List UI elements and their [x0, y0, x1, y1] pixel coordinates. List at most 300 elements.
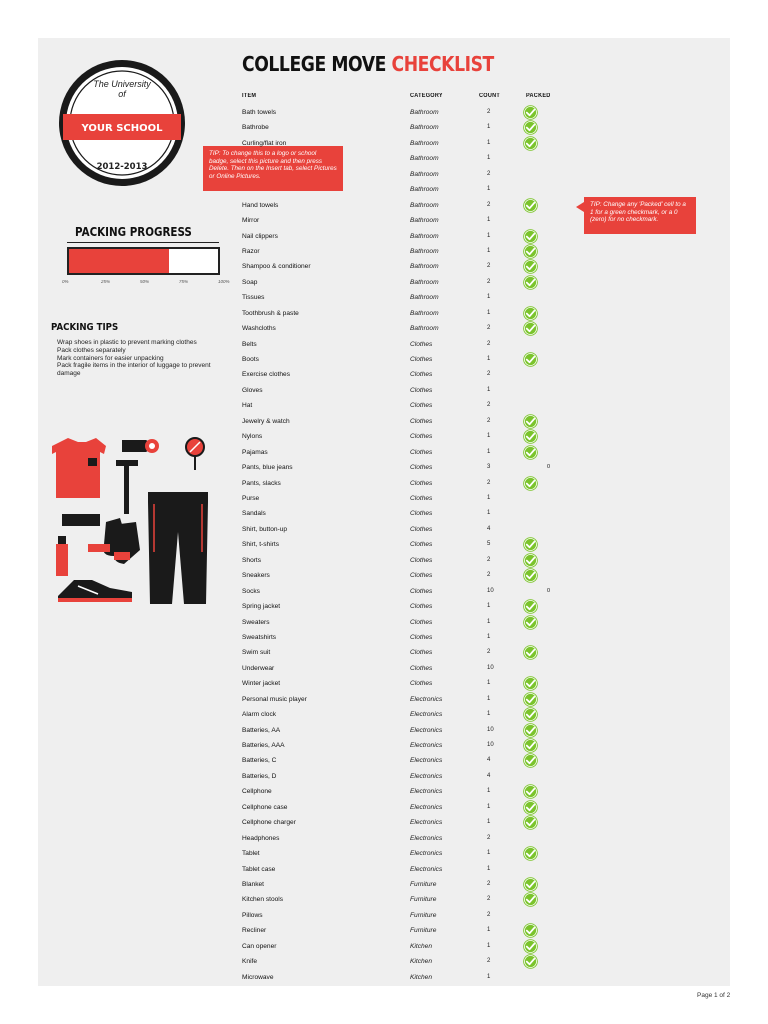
category-cell[interactable]: Electronics: [410, 834, 443, 842]
sneaker-icon: [58, 580, 132, 602]
count-cell[interactable]: 1: [487, 448, 491, 455]
table-row[interactable]: [242, 784, 662, 799]
column-header-category: CATEGORY: [410, 93, 443, 99]
checkmark-icon[interactable]: [522, 599, 539, 616]
count-cell[interactable]: 1: [487, 942, 491, 949]
category-cell[interactable]: Electronics: [410, 819, 443, 827]
checkmark-icon[interactable]: [522, 723, 539, 740]
item-cell[interactable]: Shampoo & conditioner: [242, 263, 311, 271]
count-cell[interactable]: 2: [487, 402, 491, 409]
table-row[interactable]: [242, 259, 662, 274]
table-row[interactable]: [242, 445, 662, 460]
category-cell[interactable]: Clothes: [410, 479, 433, 487]
item-cell[interactable]: Blanket: [242, 881, 264, 888]
count-cell[interactable]: 2: [487, 649, 491, 656]
item-cell[interactable]: Tissues: [242, 294, 265, 302]
table-row[interactable]: [242, 970, 662, 985]
category-cell[interactable]: Clothes: [410, 572, 433, 580]
category-cell[interactable]: Bathroom: [410, 232, 439, 240]
checkmark-icon[interactable]: [522, 923, 539, 940]
table-row[interactable]: [242, 244, 662, 259]
item-cell[interactable]: Razor: [242, 247, 260, 255]
category-cell[interactable]: Kitchen: [410, 958, 432, 966]
count-cell[interactable]: 1: [487, 803, 491, 810]
count-cell[interactable]: 2: [487, 881, 491, 887]
item-cell[interactable]: Underwear: [242, 664, 275, 672]
table-row[interactable]: [242, 676, 662, 691]
count-cell[interactable]: 1: [487, 680, 491, 687]
category-cell[interactable]: Clothes: [410, 417, 433, 425]
category-cell[interactable]: Clothes: [410, 603, 433, 611]
category-cell[interactable]: Electronics: [410, 865, 443, 873]
count-cell[interactable]: 2: [487, 325, 491, 332]
item-cell[interactable]: Mirror: [242, 217, 260, 225]
item-cell[interactable]: Shirt, t-shirts: [242, 541, 280, 549]
packed-zero-cell[interactable]: 0: [547, 587, 551, 594]
checkmark-icon[interactable]: [522, 800, 539, 817]
item-cell[interactable]: Swim suit: [242, 649, 271, 657]
table-row[interactable]: [242, 630, 662, 645]
item-cell[interactable]: Toothbrush & paste: [242, 309, 299, 317]
category-cell[interactable]: Clothes: [410, 356, 433, 364]
item-cell[interactable]: Pajamas: [242, 448, 268, 456]
checkmark-icon[interactable]: [522, 306, 539, 323]
count-cell[interactable]: 1: [487, 819, 491, 826]
count-cell[interactable]: 2: [487, 109, 491, 115]
count-cell[interactable]: 5: [487, 541, 491, 548]
count-cell[interactable]: 2: [487, 417, 491, 424]
count-cell[interactable]: 1: [487, 711, 491, 718]
category-cell[interactable]: Clothes: [410, 448, 433, 456]
table-row[interactable]: [242, 661, 662, 676]
table-row[interactable]: [242, 229, 662, 244]
table-row[interactable]: [242, 877, 662, 892]
item-cell[interactable]: Pillows: [242, 911, 263, 919]
checkmark-icon[interactable]: [522, 645, 539, 662]
count-cell[interactable]: 1: [487, 973, 491, 980]
column-header-packed: PACKED: [526, 93, 551, 99]
table-row[interactable]: [242, 599, 662, 614]
table-row[interactable]: [242, 151, 662, 166]
item-cell[interactable]: Shirt, button-up: [242, 525, 288, 533]
table-row[interactable]: [242, 645, 662, 660]
item-cell[interactable]: Tablet case: [242, 865, 276, 873]
count-cell[interactable]: 2: [487, 911, 491, 918]
table-row[interactable]: [242, 584, 662, 599]
count-cell[interactable]: 2: [487, 556, 491, 563]
count-cell[interactable]: 2: [487, 263, 491, 270]
checkmark-icon[interactable]: [522, 553, 539, 570]
item-cell[interactable]: Cellphone charger: [242, 819, 296, 827]
item-cell[interactable]: Spring jacket: [242, 603, 281, 611]
table-row[interactable]: [242, 352, 662, 367]
checkmark-icon[interactable]: [522, 615, 539, 632]
item-cell[interactable]: Personal music player: [242, 695, 307, 703]
count-cell[interactable]: 1: [487, 186, 491, 193]
category-cell[interactable]: Clothes: [410, 587, 433, 595]
checkmark-icon[interactable]: [522, 476, 539, 493]
count-cell[interactable]: 1: [487, 695, 491, 702]
count-cell[interactable]: 1: [487, 356, 491, 363]
table-row[interactable]: [242, 105, 662, 120]
category-cell[interactable]: Clothes: [410, 525, 433, 533]
category-cell[interactable]: Bathroom: [410, 309, 439, 317]
table-row[interactable]: [242, 923, 662, 938]
checkmark-icon[interactable]: [522, 954, 539, 971]
item-cell[interactable]: Can opener: [242, 942, 277, 950]
table-row[interactable]: [242, 892, 662, 907]
item-cell[interactable]: Alarm clock: [242, 711, 277, 719]
checkmark-icon[interactable]: [522, 892, 539, 909]
badge-years-text: 2012-2013: [96, 162, 148, 172]
table-row[interactable]: [242, 553, 662, 568]
count-cell[interactable]: 2: [487, 896, 491, 903]
table-row[interactable]: [242, 846, 662, 861]
checkmark-icon[interactable]: [522, 846, 539, 863]
packing-progress-rule: [67, 242, 219, 243]
item-cell[interactable]: Nylons: [242, 433, 263, 441]
count-cell[interactable]: 1: [487, 155, 491, 162]
item-cell[interactable]: Gloves: [242, 386, 263, 394]
category-cell[interactable]: Bathroom: [410, 109, 439, 116]
table-row[interactable]: [242, 800, 662, 815]
checkmark-icon[interactable]: [522, 198, 539, 215]
table-row[interactable]: [242, 213, 662, 228]
category-cell[interactable]: Bathroom: [410, 201, 439, 209]
title-part1: COLLEGE MOVE: [242, 52, 392, 76]
count-cell[interactable]: 2: [487, 958, 491, 965]
item-cell[interactable]: Soap: [242, 278, 258, 286]
category-cell[interactable]: Bathroom: [410, 278, 439, 286]
item-cell[interactable]: Recliner: [242, 927, 267, 935]
checkmark-icon[interactable]: [522, 445, 539, 462]
category-cell[interactable]: Clothes: [410, 495, 433, 502]
badge-of-text: of: [118, 89, 126, 99]
item-cell[interactable]: Sandals: [242, 510, 266, 518]
razor-icon: [116, 460, 138, 514]
table-row[interactable]: [242, 506, 662, 521]
table-row[interactable]: [242, 491, 662, 506]
category-cell[interactable]: Clothes: [410, 464, 433, 472]
table-row[interactable]: [242, 136, 662, 151]
count-cell[interactable]: 1: [487, 217, 491, 224]
item-cell[interactable]: Headphones: [242, 834, 280, 842]
table-row[interactable]: [242, 831, 662, 846]
blow-dryer-icon: [122, 439, 159, 453]
count-cell[interactable]: 1: [487, 850, 491, 857]
tip-packed: TIP: Change any 'Packed' cell to a 1 for a green checkmark, or a 0 (zero) for no checkmark.: [584, 197, 696, 234]
category-cell[interactable]: Clothes: [410, 402, 433, 410]
pants-icon: [148, 492, 208, 604]
count-cell[interactable]: 1: [487, 865, 491, 872]
category-cell[interactable]: Furniture: [410, 881, 437, 888]
category-cell[interactable]: Electronics: [410, 757, 443, 765]
tshirt-icon: [52, 438, 106, 498]
table-row[interactable]: [242, 522, 662, 537]
count-cell[interactable]: 1: [487, 788, 491, 795]
count-cell[interactable]: 2: [487, 278, 491, 285]
count-cell[interactable]: 1: [487, 309, 491, 316]
category-cell[interactable]: Electronics: [410, 850, 443, 858]
table-row[interactable]: [242, 707, 662, 722]
checkmark-icon[interactable]: [522, 707, 539, 724]
table-row[interactable]: [242, 568, 662, 583]
item-cell[interactable]: Pants, slacks: [242, 479, 281, 487]
table-row[interactable]: [242, 692, 662, 707]
count-cell[interactable]: 1: [487, 124, 491, 131]
count-cell[interactable]: 2: [487, 572, 491, 579]
item-cell[interactable]: Cellphone: [242, 788, 272, 796]
category-cell[interactable]: Clothes: [410, 340, 433, 348]
item-cell[interactable]: Hand towels: [242, 201, 279, 209]
item-cell[interactable]: Socks: [242, 587, 260, 595]
category-cell[interactable]: Bathroom: [410, 247, 439, 255]
table-row[interactable]: [242, 167, 662, 182]
category-cell[interactable]: Clothes: [410, 633, 433, 641]
progress-tick-label: 75%: [179, 279, 189, 284]
count-cell[interactable]: 1: [487, 603, 491, 610]
checkmark-icon[interactable]: [522, 939, 539, 956]
table-row[interactable]: [242, 120, 662, 135]
count-cell[interactable]: 1: [487, 247, 491, 254]
packing-tip: Mark containers for easier unpacking: [57, 354, 164, 362]
checkmark-icon[interactable]: [522, 692, 539, 709]
count-cell[interactable]: 1: [487, 510, 491, 517]
page-title: [242, 52, 494, 76]
item-cell[interactable]: Batteries, D: [242, 772, 277, 780]
count-cell[interactable]: 1: [487, 495, 491, 501]
progress-tick-label: 50%: [140, 279, 150, 284]
table-row[interactable]: [242, 306, 662, 321]
table-row[interactable]: [242, 414, 662, 429]
category-cell[interactable]: Clothes: [410, 386, 433, 394]
column-header-item: ITEM: [242, 93, 257, 99]
item-cell[interactable]: Curling/flat iron: [242, 139, 287, 147]
category-cell[interactable]: Electronics: [410, 742, 443, 750]
category-cell[interactable]: Bathroom: [410, 263, 439, 271]
count-cell[interactable]: 4: [487, 525, 491, 532]
category-cell[interactable]: Clothes: [410, 541, 433, 549]
packing-tips-list: [57, 339, 227, 378]
checkmark-icon[interactable]: [522, 244, 539, 261]
category-cell[interactable]: Bathroom: [410, 155, 439, 163]
bottle-icon: [56, 536, 68, 576]
checkmark-icon[interactable]: [522, 738, 539, 755]
item-cell[interactable]: Purse: [242, 495, 260, 502]
checkmark-icon[interactable]: [522, 676, 539, 693]
category-cell[interactable]: Bathroom: [410, 294, 439, 302]
school-badge[interactable]: [57, 58, 187, 188]
table-row[interactable]: [242, 954, 662, 969]
category-cell[interactable]: Clothes: [410, 371, 433, 379]
category-cell[interactable]: Clothes: [410, 664, 433, 672]
badge-university-text: The University: [93, 79, 151, 89]
count-cell[interactable]: 3: [487, 464, 491, 471]
table-row[interactable]: [242, 476, 662, 491]
checkmark-icon[interactable]: [522, 877, 539, 894]
item-cell[interactable]: Batteries, C: [242, 757, 277, 765]
count-cell[interactable]: 2: [487, 371, 491, 378]
count-cell[interactable]: 10: [487, 726, 494, 733]
category-cell[interactable]: Bathroom: [410, 186, 439, 194]
count-cell[interactable]: 10: [487, 742, 494, 749]
checkmark-icon[interactable]: [522, 105, 539, 122]
count-cell[interactable]: 2: [487, 340, 491, 347]
boxers-icon: [62, 514, 100, 526]
checkmark-icon[interactable]: [522, 429, 539, 446]
checkmark-icon[interactable]: [522, 275, 539, 292]
item-cell[interactable]: Hat: [242, 402, 253, 410]
table-row[interactable]: [242, 198, 662, 213]
table-row[interactable]: [242, 723, 662, 738]
checkmark-icon[interactable]: [522, 229, 539, 246]
checkmark-icon[interactable]: [522, 815, 539, 832]
checkmark-icon[interactable]: [522, 414, 539, 431]
category-cell[interactable]: Electronics: [410, 788, 443, 796]
item-cell[interactable]: Microwave: [242, 973, 274, 981]
category-cell[interactable]: Bathroom: [410, 139, 439, 147]
table-row[interactable]: [242, 862, 662, 877]
category-cell[interactable]: Furniture: [410, 927, 437, 935]
count-cell[interactable]: 1: [487, 294, 491, 301]
item-cell[interactable]: Bath towels: [242, 109, 277, 116]
table-row[interactable]: [242, 275, 662, 290]
table-row[interactable]: [242, 367, 662, 382]
table-row[interactable]: [242, 537, 662, 552]
category-cell[interactable]: Bathroom: [410, 325, 439, 333]
item-cell[interactable]: Tablet: [242, 850, 260, 858]
badge-school-text: YOUR SCHOOL: [81, 123, 163, 134]
table-row[interactable]: [242, 769, 662, 784]
count-cell[interactable]: 2: [487, 834, 491, 841]
count-cell[interactable]: 4: [487, 757, 491, 764]
item-cell[interactable]: Washcloths: [242, 325, 276, 333]
category-cell[interactable]: Bathroom: [410, 217, 439, 225]
item-cell[interactable]: Sweaters: [242, 618, 270, 626]
item-cell[interactable]: Belts: [242, 340, 257, 348]
packing-tips-title: PACKING TIPS: [51, 322, 119, 333]
table-row[interactable]: [242, 939, 662, 954]
item-cell[interactable]: Kitchen stools: [242, 896, 284, 904]
category-cell[interactable]: Clothes: [410, 556, 433, 564]
checkmark-icon[interactable]: [522, 568, 539, 585]
checkmark-icon[interactable]: [522, 259, 539, 276]
category-cell[interactable]: Clothes: [410, 433, 433, 441]
column-header-count: COUNT: [479, 93, 501, 99]
count-cell[interactable]: 1: [487, 232, 491, 239]
title-part2: CHECKLIST: [391, 52, 494, 76]
count-cell[interactable]: 2: [487, 479, 491, 486]
count-cell[interactable]: 2: [487, 201, 491, 208]
category-cell[interactable]: Clothes: [410, 510, 433, 518]
count-cell[interactable]: 10: [487, 664, 494, 671]
count-cell[interactable]: 1: [487, 433, 491, 440]
table-row[interactable]: [242, 908, 662, 923]
item-cell[interactable]: Jewelry & watch: [242, 417, 290, 425]
table-row[interactable]: [242, 460, 662, 475]
table-row[interactable]: [242, 398, 662, 413]
progress-tick-label: 100%: [218, 279, 230, 284]
checkmark-icon[interactable]: [522, 784, 539, 801]
item-cell[interactable]: Exercise clothes: [242, 371, 291, 379]
category-cell[interactable]: Electronics: [410, 711, 443, 719]
count-cell[interactable]: 1: [487, 633, 491, 640]
count-cell[interactable]: 1: [487, 618, 491, 625]
item-cell[interactable]: Batteries, AA: [242, 726, 281, 734]
category-cell[interactable]: Kitchen: [410, 942, 432, 950]
table-row[interactable]: [242, 321, 662, 336]
table-row[interactable]: [242, 383, 662, 398]
category-cell[interactable]: Furniture: [410, 911, 437, 919]
category-cell[interactable]: Furniture: [410, 896, 437, 904]
packing-progress-title: PACKING PROGRESS: [75, 225, 192, 239]
checkmark-icon[interactable]: [522, 321, 539, 338]
packed-zero-cell[interactable]: 0: [547, 464, 551, 471]
item-cell[interactable]: Shorts: [242, 556, 262, 564]
hanger-tag-icon: [186, 438, 204, 470]
category-cell[interactable]: Electronics: [410, 772, 443, 780]
progress-tick-label: 0%: [62, 279, 69, 284]
item-cell[interactable]: Sneakers: [242, 572, 270, 580]
count-cell[interactable]: 10: [487, 587, 494, 594]
item-cell[interactable]: Sweatshirts: [242, 633, 277, 641]
progress-tick-label: 25%: [101, 279, 111, 284]
category-cell[interactable]: Clothes: [410, 680, 433, 688]
category-cell[interactable]: Kitchen: [410, 973, 432, 981]
checkmark-icon[interactable]: [522, 537, 539, 554]
checkmark-icon[interactable]: [522, 136, 539, 153]
checkmark-icon[interactable]: [522, 753, 539, 770]
table-row[interactable]: [242, 615, 662, 630]
item-cell[interactable]: Boots: [242, 356, 259, 364]
table-row[interactable]: [242, 182, 662, 197]
table-row[interactable]: [242, 337, 662, 352]
category-cell[interactable]: Clothes: [410, 649, 433, 657]
packing-tip: Pack clothes separately: [57, 346, 126, 354]
item-cell[interactable]: Knife: [242, 958, 258, 966]
category-cell[interactable]: Clothes: [410, 618, 433, 626]
table-row[interactable]: [242, 290, 662, 305]
item-cell[interactable]: Nail clippers: [242, 232, 278, 240]
checkmark-icon[interactable]: [522, 120, 539, 137]
packing-tip: Wrap shoes in plastic to prevent marking clothes: [57, 339, 197, 346]
count-cell[interactable]: 1: [487, 927, 491, 934]
category-cell[interactable]: Bathroom: [410, 124, 439, 132]
table-row[interactable]: [242, 429, 662, 444]
page-footer: Page 1 of 2: [697, 992, 731, 999]
table-row[interactable]: [242, 753, 662, 768]
table-row[interactable]: [242, 738, 662, 753]
category-cell[interactable]: Bathroom: [410, 170, 439, 178]
item-cell[interactable]: Cellphone case: [242, 803, 288, 811]
item-cell[interactable]: Pants, blue jeans: [242, 464, 293, 472]
checkmark-icon[interactable]: [522, 352, 539, 369]
item-cell[interactable]: Bathrobe: [242, 124, 269, 132]
count-cell[interactable]: 4: [487, 772, 491, 779]
tip-logo: TIP: To change this to a logo or school badge, select this picture and then press Delete. Then on the Insert tab, select Pictures or Online Pictures.: [203, 146, 343, 191]
category-cell[interactable]: Electronics: [410, 726, 443, 734]
count-cell[interactable]: 1: [487, 386, 491, 393]
count-cell[interactable]: 1: [487, 139, 491, 146]
clothes-illustration: [48, 432, 224, 607]
category-cell[interactable]: Electronics: [410, 695, 443, 703]
item-cell[interactable]: Batteries, AAA: [242, 742, 285, 750]
table-row[interactable]: [242, 815, 662, 830]
item-cell[interactable]: Winter jacket: [242, 680, 281, 688]
packing-tip: Pack fragile items in the interior of luggage to prevent damage: [57, 362, 211, 378]
category-cell[interactable]: Electronics: [410, 803, 443, 811]
count-cell[interactable]: 2: [487, 170, 491, 177]
